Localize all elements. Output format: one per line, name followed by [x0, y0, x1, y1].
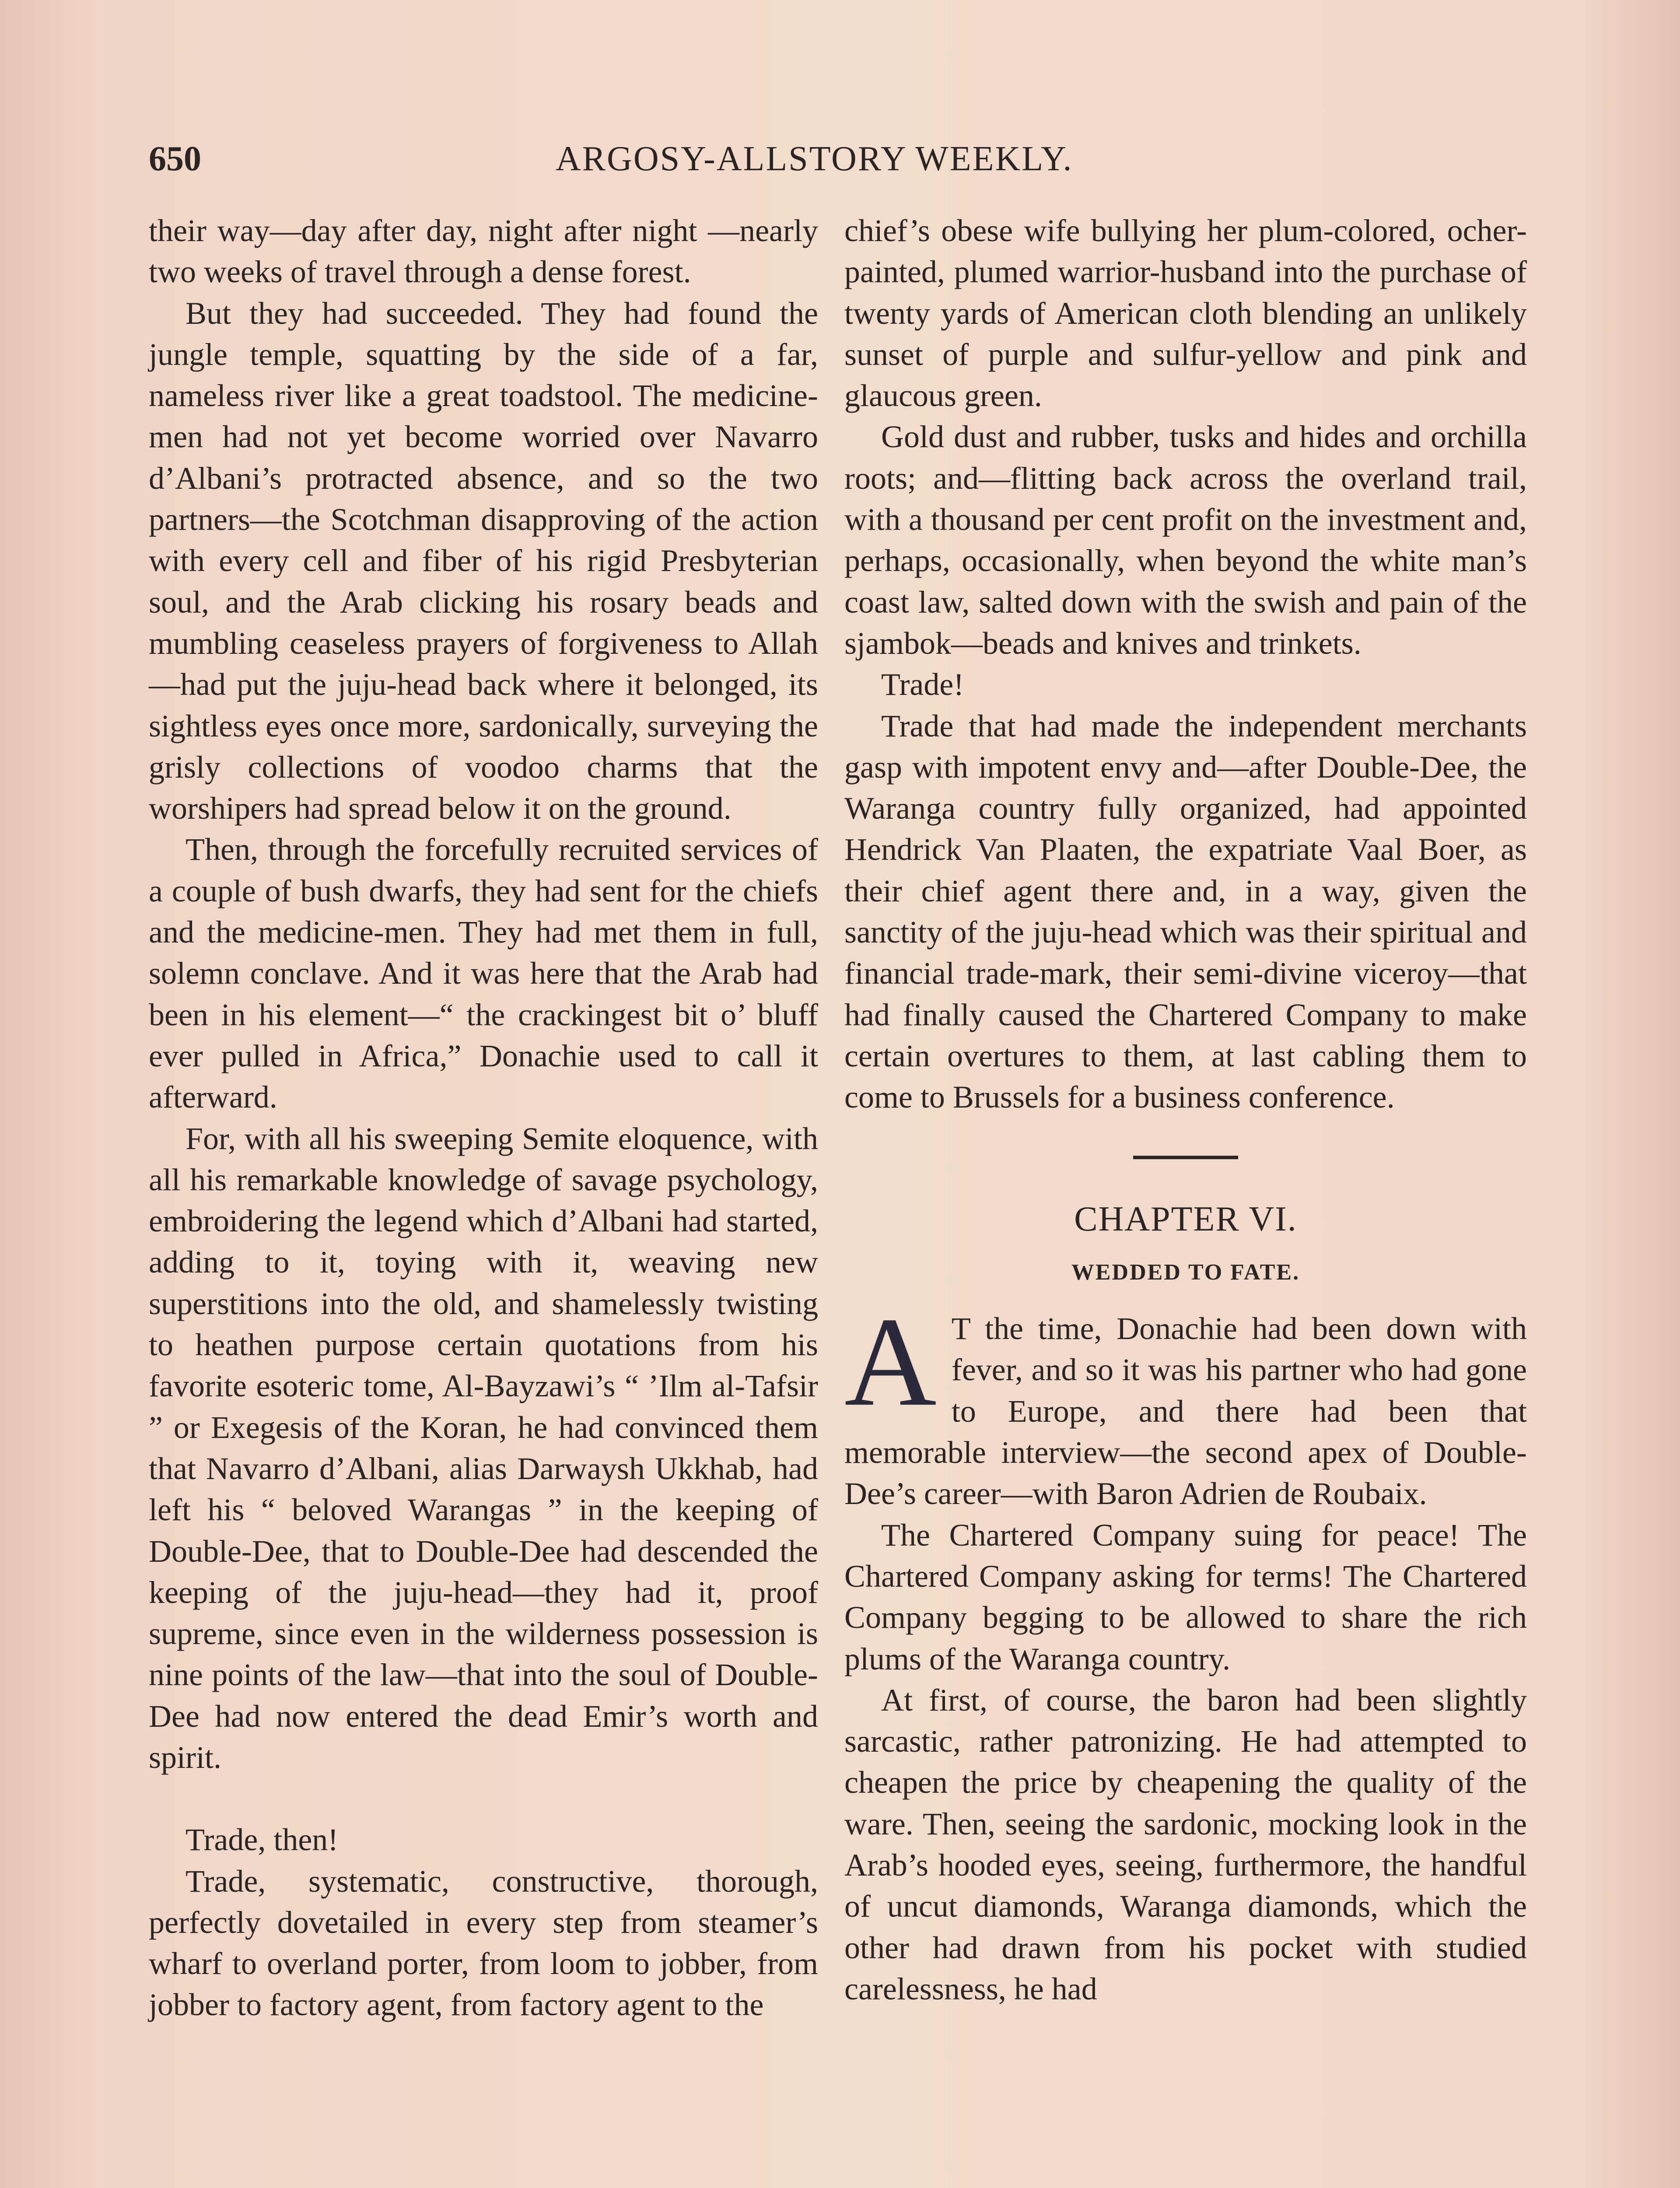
page-number: 650	[149, 140, 201, 178]
section-divider	[1133, 1156, 1238, 1159]
paragraph: At first, of course, the baron had been slightly sarcastic, rather patronizing. He had attempted to cheapen the price by cheapening the quality of the ware. Then, seeing the sardonic, mocking look in the Arab’s hooded eyes, seeing, furthermore, the handful of uncut diamonds, Waranga diamonds, which the other had drawn from his pocket with studied carelessness, he had	[844, 1682, 1527, 2006]
right-column	[844, 210, 1527, 2009]
paragraph: For, with all his sweeping Semite eloquence, with all his remarkable knowledge of savage psychology, embroidering the legend which d’Albani had started, adding to it, toying with it, weaving new superstitions into the old, and shamelessly twisting to heathen purpose certain quotations from his favorite esoteric tome, Al-Bayzawi’s “ ’Ilm al-Tafsir ” or Exegesis of the Koran, he had convinced them that Navarro d’Albani, alias Darwaysh Ukkhab, had left his “ beloved Warangas ” in the keeping of Double-Dee, that to Double-Dee had descended the keeping of the juju-head—they had it, proof supreme, since even in the wilderness possession is nine points of the law—that into the soul of Double-Dee had now entered the dead Emir’s worth and spirit.	[149, 1121, 818, 1775]
chapter-subtitle: WEDDED TO FATE.	[1071, 1259, 1300, 1285]
chapter-opening-paragraph	[844, 1291, 1527, 1514]
paragraph: But they had succeeded. They had found the jungle temple, squatting by the side of a far, nameless river like a great toadstool. The medicine-men had not yet become worried over Navarro d’Albani’s protracted absence, and so the two partners—the Scotchman disapproving of the action with every cell and fiber of his rigid Presbyterian soul, and the Arab clicking his rosary beads and mumbling ceaseless prayers of forgiveness to Allah—had put the juju-head back where it belonged, its sightless eyes once more, sardonically, surveying the grisly collections of voodoo charms that the worshipers had spread below it on the ground.	[149, 295, 818, 826]
paragraph: The Chartered Company suing for peace! The Chartered Company asking for terms! The Chartered Company begging to be allowed to share the rich plums of the Waranga country.	[844, 1517, 1527, 1676]
opening-text: T the time, Donachie had been down with fever, and so it was his partner who had gone to Europe, and there had been that memorable interview—the second apex of Double-Dee’s career—with Baron Adrien de Roubaix.	[844, 1311, 1527, 1511]
paragraph: Then, through the forcefully recruited services of a couple of bush dwarfs, they had sent for the chiefs and the medicine-men. They had met them in full, solemn conclave. And it was here that the Arab had been in his element—“ the crackingest bit o’ bluff ever pulled in Africa,” Donachie used to call it afterward.	[149, 832, 818, 1115]
left-column	[149, 210, 818, 2026]
paragraph: Trade, then!	[186, 1822, 339, 1858]
paragraph: Trade that had made the independent merchants gasp with impotent envy and—after Double-Dee, the Waranga country fully organized, had appointed Hendrick Van Plaaten, the expatriate Vaal Boer, as their chief agent there and, in a way, given the sanctity of the juju-head which was their spiritual and financial trade-mark, their semi-divine viceroy—that had finally caused the Chartered Company to make certain overtures to them, at last cabling them to come to Brussels for a business conference.	[844, 708, 1527, 1115]
paragraph: Trade!	[881, 667, 964, 702]
chapter-title: CHAPTER VI.	[1074, 1199, 1297, 1238]
paragraph: Trade, systematic, constructive, thorough, perfectly dovetailed in every step from steamer’s wharf to overland porter, from loom to jobber, from jobber to factory agent, from factory agent to the	[149, 1863, 818, 2023]
paragraph: Gold dust and rubber, tusks and hides and orchilla roots; and—flitting back across the overland trail, with a thousand per cent profit on the investment and, perhaps, occasionally, when beyond the white man’s coast law, salted down with the swish and pain of the sjambok—beads and knives and trinkets.	[844, 419, 1527, 661]
drop-cap: A	[844, 1291, 937, 1433]
running-head: ARGOSY-ALLSTORY WEEKLY.	[556, 140, 1073, 178]
paragraph: chief’s obese wife bullying her plum-colored, ocher-painted, plumed warrior-husband into the purchase of twenty yards of American cloth blending an unlikely sunset of purple and sulfur-yellow and pink and glaucous green.	[844, 213, 1527, 414]
paragraph: their way—day after day, night after night —nearly two weeks of travel through a dense forest.	[149, 213, 818, 290]
